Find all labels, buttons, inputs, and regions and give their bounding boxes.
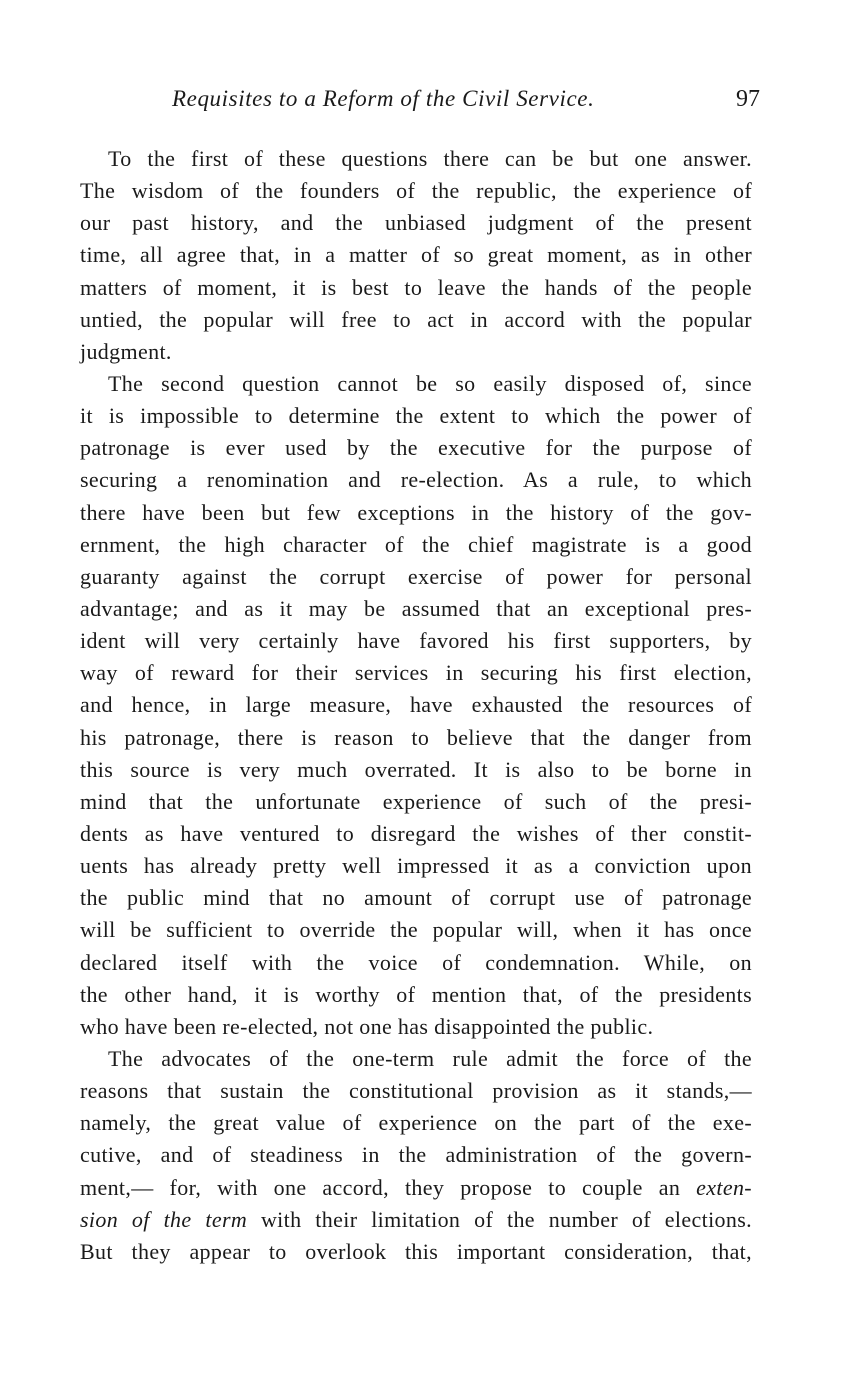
text-line: the public mind that no amount of corrupt use of patronage	[80, 885, 752, 911]
text-line	[80, 1172, 752, 1204]
text-line: way of reward for their services in securing his first election,	[80, 660, 752, 686]
text-line: there have been but few exceptions in the history of the gov-	[80, 499, 752, 525]
text-line	[80, 1204, 752, 1236]
body-text	[80, 143, 752, 1268]
paragraph-3	[80, 1043, 752, 1268]
paragraph-1	[80, 143, 752, 368]
text-line: his patronage, there is reason to believe that the danger from	[80, 724, 752, 750]
text-line: namely, the great value of experience on the part of the exe-	[80, 1110, 752, 1136]
text-line: guaranty against the corrupt exercise of power for personal	[80, 563, 752, 589]
text-line: advantage; and as it may be assumed that an exceptional pres-	[80, 595, 752, 621]
text-line: untied, the popular will free to act in accord with the popular	[80, 306, 752, 332]
text-line: this source is very much overrated. It is also to be borne in	[80, 756, 752, 782]
text-line: and hence, in large measure, have exhausted the resources of	[80, 692, 752, 718]
text-line: will be sufficient to override the popular will, when it has once	[80, 917, 752, 943]
running-title: Requisites to a Reform of the Civil Service.	[172, 86, 595, 111]
text-line: declared itself with the voice of condemnation. While, on	[80, 949, 752, 975]
text-run: ment,— for, with one accord, they propose to couple an	[80, 1174, 697, 1200]
text-line: time, all agree that, in a matter of so great moment, as in other	[80, 242, 752, 268]
text-run: with their limitation of the number of elections.	[247, 1206, 752, 1232]
text-line: who have been re-elected, not one has disappointed the public.	[80, 1013, 654, 1039]
italic-run: exten-	[696, 1174, 752, 1200]
text-line: The advocates of the one-term rule admit the force of the	[108, 1045, 752, 1071]
text-line: securing a renomination and re-election. As a rule, to which	[80, 467, 752, 493]
text-line: cutive, and of steadiness in the administration of the govern-	[80, 1142, 752, 1168]
text-line: our past history, and the unbiased judgment of the present	[80, 210, 752, 236]
text-line: ident will very certainly have favored his first supporters, by	[80, 628, 752, 654]
text-line: uents has already pretty well impressed it as a conviction upon	[80, 853, 752, 879]
page-number: 97	[736, 86, 760, 112]
text-line: patronage is ever used by the executive for the purpose of	[80, 435, 752, 461]
text-line: The wisdom of the founders of the republic, the experience of	[80, 178, 752, 204]
text-line: ernment, the high character of the chief magistrate is a good	[80, 531, 752, 557]
text-line: But they appear to overlook this important consideration, that,	[80, 1238, 752, 1264]
text-line: it is impossible to determine the extent to which the power of	[80, 403, 752, 429]
text-line: dents as have ventured to disregard the wishes of ther constit-	[80, 820, 752, 846]
running-head	[80, 86, 760, 118]
text-line: mind that the unfortunate experience of such of the presi-	[80, 788, 752, 814]
text-line: judgment.	[80, 338, 172, 364]
text-line: The second question cannot be so easily disposed of, since	[108, 370, 752, 396]
text-line: matters of moment, it is best to leave the hands of the people	[80, 274, 752, 300]
paragraph-2	[80, 368, 752, 1043]
text-line: the other hand, it is worthy of mention that, of the presidents	[80, 981, 752, 1007]
text-line: To the first of these questions there can be but one answer.	[108, 146, 752, 171]
text-line: reasons that sustain the constitutional provision as it stands,—	[80, 1078, 752, 1104]
italic-run: sion of the term	[80, 1206, 248, 1232]
